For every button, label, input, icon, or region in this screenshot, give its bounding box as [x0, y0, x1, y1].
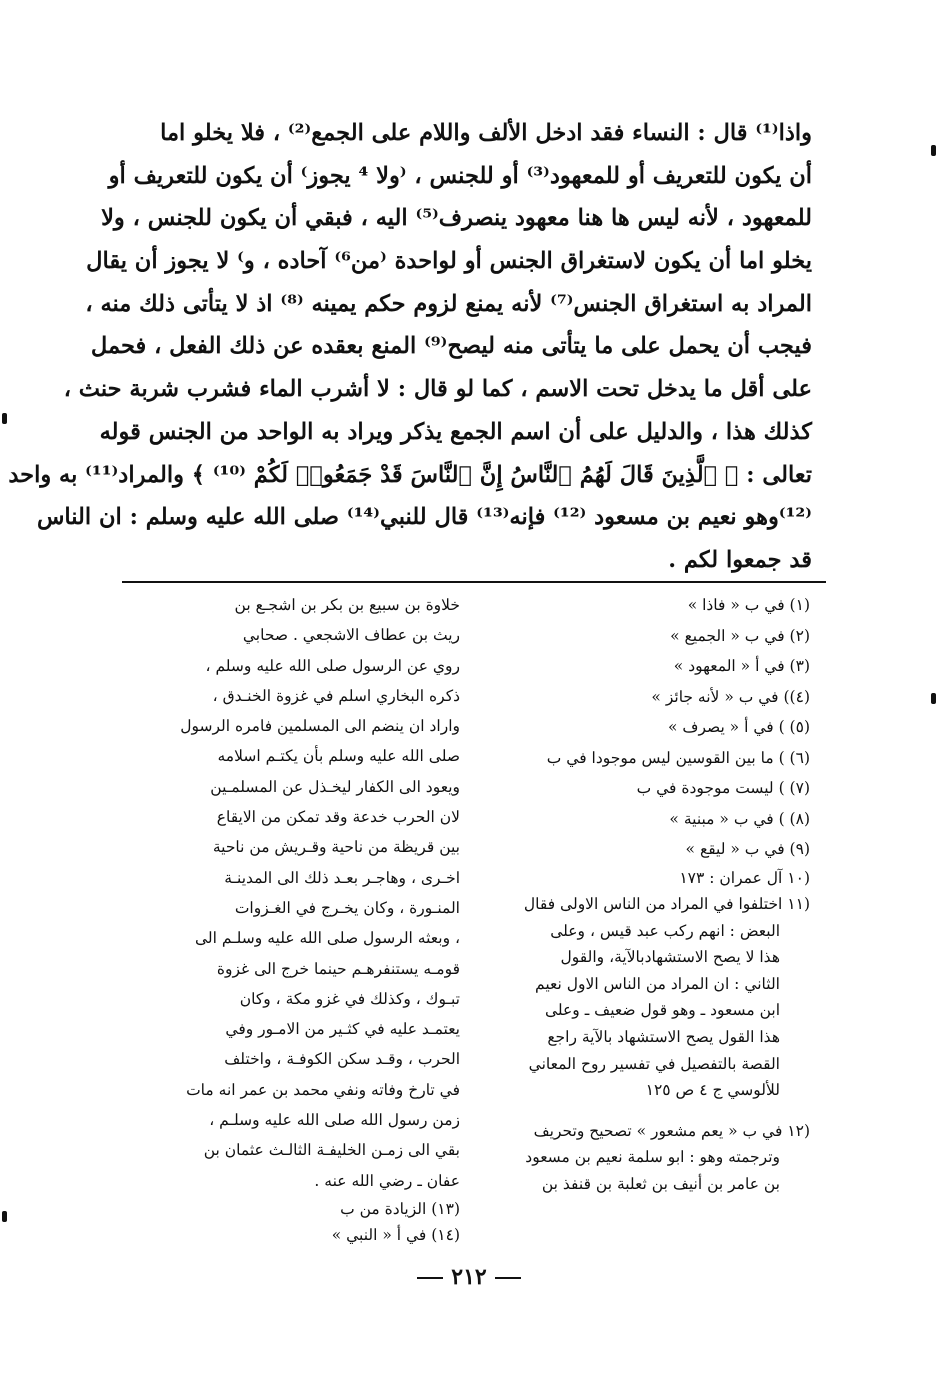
quran-verse-line: تعالى : ﴿ ٱلَّذِينَ قَالَ لَهُمُ ٱلنَّاسُ إِنَّ ٱلنَّاسَ قَدْ جَمَعُوا۟ لَكُمْ ⁽¹⁰⁾ ﴾ والمراد⁽¹¹⁾ به واحد — [8, 461, 812, 488]
biography-line: عفان ـ رضي الله عنه . — [314, 1171, 460, 1190]
main-text-line: على أقل ما يدخل تحت الاسم ، كما لو قال : لا أشرب الماء فشرب شربة حنث ، — [63, 376, 812, 403]
footnote-11: (١١ اختلفوا في المراد من الناس الاولى فقال — [523, 895, 810, 914]
footnote-11-line: للألوسي ج ٤ ص ١٢٥ — [645, 1081, 780, 1100]
footnote-11-line: هذا القول يصح الاستشهاد بالآية راجع — [547, 1028, 780, 1047]
biography-line: تبـوك ، وكذلك في غزو مكة ، وكان — [239, 989, 460, 1008]
main-text-line: يخلو اما أن يكون لاستغراق الجنس أو لواحدة ⁽من⁶⁾ آحاده ، و⁾ لا يجوز أن يقال — [86, 248, 812, 275]
page-number-dash — [495, 1277, 521, 1279]
biography-line: المنـورة ، وكان يخـرج في الغـزوات — [234, 898, 460, 917]
footnotes-left-column — [130, 590, 460, 1248]
biography-line: لان الحرب خدعة وقد تمكن من الايقاع — [216, 808, 460, 827]
biography-line: بين قريظة من ناحية وقـريش من ناحية — [212, 838, 460, 857]
main-text-line: واذا⁽¹⁾ قال : النساء فقد ادخل الألف واللام على الجمع⁽²⁾ ، فلا يخلو اما — [160, 120, 812, 146]
page-number — [398, 1263, 540, 1291]
page-number-text: ٢١٢ — [451, 1264, 487, 1290]
footnote: (٨) ) في ب « مبنية » — [669, 809, 810, 828]
footnote: (٩) في ب « ليقع » — [685, 840, 810, 858]
footnote-11-line: ابن مسعود ـ وهو قول ضعيف ـ وعلى — [545, 1001, 780, 1020]
biography-line: ، وبعثه الرسول صلى الله عليه وسلـم الى — [194, 929, 460, 948]
footnote: (٣) في أ « المعهود » — [673, 657, 810, 675]
biography-line: قومـه يستنفرهـم حينما خرج الى غزوة — [216, 959, 460, 978]
biography-line: زمن رسول الله صلى الله عليه وسلـم ، — [209, 1111, 460, 1130]
footnote-12-line: وترجمته وهو : ابو سلمة نعيم بن مسعود — [525, 1148, 780, 1167]
footnote-11-line: الثاني : ان المراد من الناس الاول نعيم — [535, 974, 780, 993]
main-text-line: للمعهود ، لأنه ليس ها هنا معهود ينصرف⁽⁵⁾ اليه ، فبقي أن يكون للجنس ، ولا — [101, 205, 812, 232]
biography-line: ذكره البخاري اسلم في غزوة الخنـدق ، — [212, 686, 460, 705]
footnote: (٤)) في ب « لأنه جائز » — [651, 687, 810, 706]
biography-line: يعتمـد عليه في كثـير من الامـور وفي — [225, 1020, 460, 1039]
footnote: (١٠ آل عمران : ١٧٣ — [679, 868, 810, 887]
biography-line: ريث بن عطاف الاشجعي . صحابي — [242, 626, 460, 645]
footnote: (٦) ) ما بين القوسين ليس موجودا في ب — [546, 748, 810, 767]
biography-line: في تارخ وفاته ونفي محمد بن عمر انه مات — [186, 1080, 460, 1099]
main-text-line: ⁽¹²⁾وهو نعيم بن مسعود ⁽¹²⁾ فإنه⁽¹³⁾ قال للنبي⁽¹⁴⁾ صلى الله عليه وسلم : ان الناس — [36, 504, 812, 531]
footnote-11-line: البعض : انهم ركب عبد قيس ، وعلى — [550, 921, 780, 940]
footnote-12-line: بن عامر بن أنيف بن ثعلبة بن قنفذ بن — [541, 1175, 780, 1194]
main-text-block — [8, 112, 812, 582]
biography-line: روي عن الرسول صلى الله عليه وسلم ، — [205, 656, 460, 675]
main-text-line: أن يكون للتعريف أو للمعهود⁽³⁾ أو للجنس ، ⁽ولا ⁴ يجوز⁾ أن يكون للتعريف أو — [108, 162, 812, 189]
footnote-12: (١٢ في ب « يعم مشعور » تصحيح وتحريف — [533, 1121, 810, 1140]
footnote: (٧) ) ليست موجودة في ب — [636, 779, 810, 797]
footnotes-right-column — [480, 590, 810, 1198]
biography-line: صلى الله عليه وسلم بأن يكتـم اسلامه — [217, 747, 460, 766]
footnote-11-line: هذا لا يصح الاستشهادبالآية، والقول — [560, 948, 780, 967]
scan-edge-mark — [2, 1211, 7, 1222]
footnote: (١) في ب « فاذا » — [687, 596, 810, 614]
scan-edge-mark — [931, 145, 936, 156]
footnote: (١٣) الزيادة من ب — [340, 1199, 460, 1218]
scan-edge-mark — [931, 693, 936, 704]
footnote: (١٤) في أ « النبي » — [331, 1225, 460, 1244]
biography-line: ويعود الى الكفار ليخـذل عن المسلمـين — [210, 777, 460, 796]
main-text-line: المراد به استغراق الجنس⁽⁷⁾ لأنه يمنع لزوم حكم يمينه ⁽⁸⁾ اذ لا يتأتى ذلك منه ، — [85, 290, 812, 317]
footnote: (٥) ) في أ « يصرف » — [667, 718, 810, 736]
footnote-separator — [122, 581, 826, 583]
main-text-line: قد جمعوا لكم . — [668, 546, 812, 573]
biography-line: الحرب ، وقـد سكن الكوفـة ، واختلف — [224, 1050, 460, 1069]
biography-line: اخـرى ، وهاجـر بعـد ذلك الى المدينـة — [224, 868, 460, 887]
main-text-line: كذلك هذا ، والدليل على أن اسم الجمع يذكر ويراد به الواحد من الجنس قوله — [99, 418, 812, 445]
scan-edge-mark — [2, 413, 7, 424]
main-text-line: فيجب أن يحمل على ما يتأتى منه ليصح⁽⁹⁾ المنع بعقده عن ذلك الفعل ، فحمل — [90, 333, 812, 360]
page-number-dash — [417, 1277, 443, 1279]
footnote: (٢) في ب « الجميع » — [670, 626, 810, 645]
biography-line: خلاوة بن سبيع بن بكر بن اشجـع بن — [234, 596, 460, 614]
biography-line: واراد ان ينضم الى المسلمين فامره الرسول — [180, 717, 460, 736]
biography-line: بقي الى زمـن الخليفـة الثالـث عثمان بن — [203, 1141, 460, 1160]
footnote-11-line: القصة بالتفصيل في تفسير روح المعاني — [528, 1054, 780, 1073]
